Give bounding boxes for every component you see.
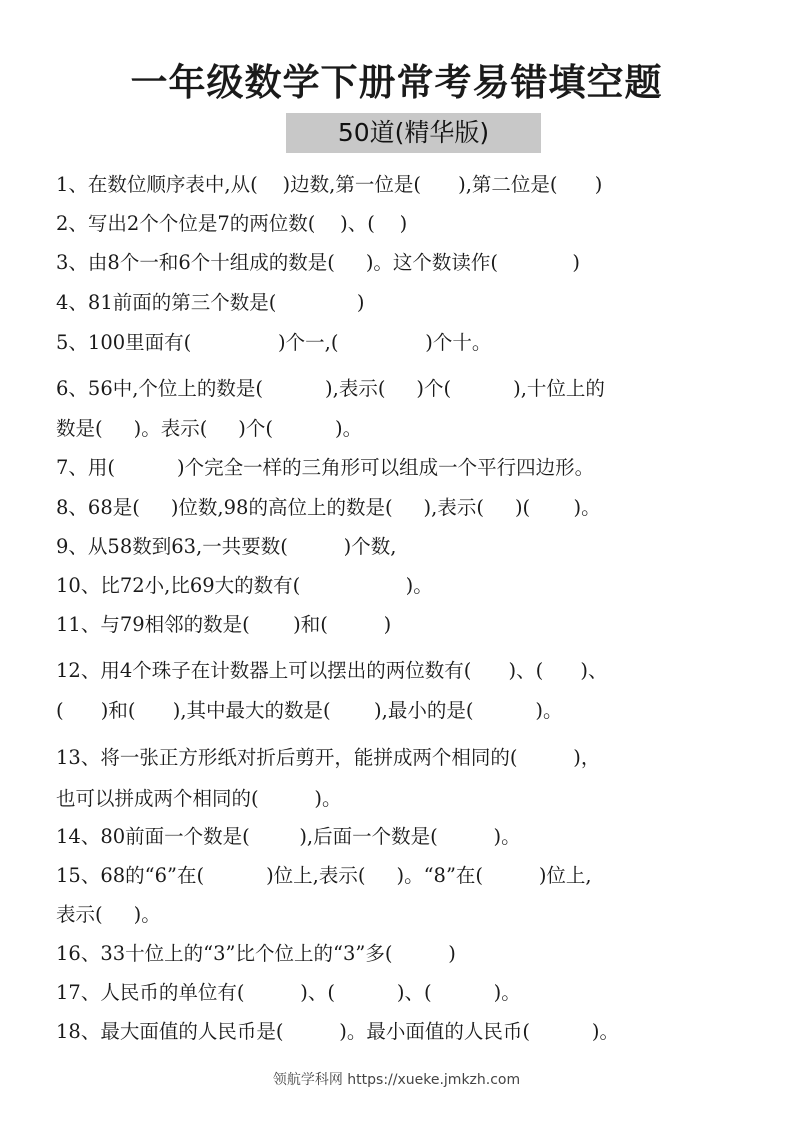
question-line: 6、56中,个位上的数是( ),表示( )个( ),十位上的: [56, 377, 605, 400]
footer-watermark: 领航学科网 https://xueke.jmkzh.com: [272, 1072, 521, 1088]
question-line: 2、写出2个个位是7的两位数( )、( ): [56, 212, 408, 235]
question-line: ( )和( ),其中最大的数是( ),最小的是( )。: [56, 699, 563, 722]
question-line: 数是( )。表示( )个( )。: [56, 417, 363, 440]
question-line: 11、与79相邻的数是( )和( ): [56, 613, 392, 636]
subtitle-badge: 50道(精华版): [286, 113, 541, 153]
question-line: 10、比72小,比69大的数有( )。: [56, 574, 433, 597]
question-line: 4、81前面的第三个数是( ): [56, 291, 365, 314]
question-line: 15、68的“6”在( )位上,表示( )。“8”在( )位上,: [56, 864, 592, 887]
question-line: 17、人民币的单位有( )、( )、( )。: [56, 981, 521, 1004]
question-line: 16、33十位上的“3”比个位上的“3”多( ): [56, 942, 456, 965]
page-title: 一年级数学下册常考易错填空题: [130, 61, 663, 104]
question-line: 8、68是( )位数,98的高位上的数是( ),表示( )( )。: [56, 496, 601, 519]
question-line: 9、从58数到63,一共要数( )个数,: [56, 535, 397, 558]
question-line: 12、用4个珠子在计数器上可以摆出的两位数有( )、( )、: [56, 659, 608, 682]
question-line: 1、在数位顺序表中,从( )边数,第一位是( ),第二位是( ): [56, 173, 603, 196]
question-line: 18、最大面值的人民币是( )。最小面值的人民币( )。: [56, 1020, 620, 1043]
question-line: 7、用( )个完全一样的三角形可以组成一个平行四边形。: [56, 456, 595, 479]
question-line: 14、80前面一个数是( ),后面一个数是( )。: [56, 825, 521, 848]
question-line: 3、由8个一和6个十组成的数是( )。这个数读作( ): [56, 251, 581, 274]
question-line: 13、将一张正方形纸对折后剪开，能拼成两个相同的( )，: [56, 746, 601, 769]
question-line: 也可以拼成两个相同的( )。: [56, 787, 342, 810]
question-line: 表示( )。: [56, 903, 161, 926]
question-line: 5、100里面有( )个一,( )个十。: [56, 331, 492, 354]
